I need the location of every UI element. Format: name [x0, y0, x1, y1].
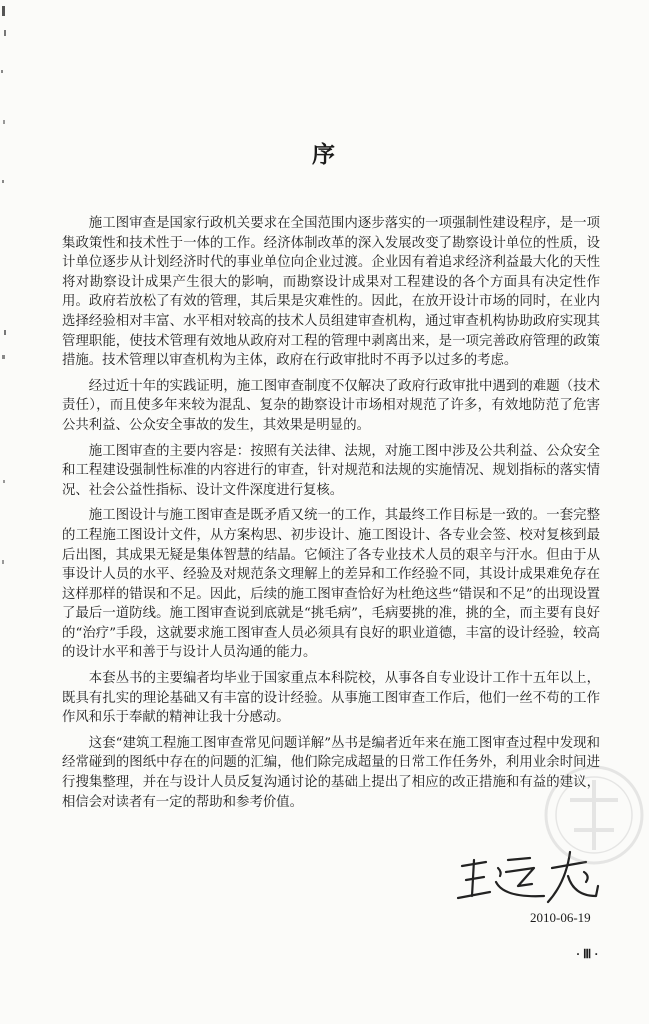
page-number: · Ⅲ · [576, 947, 599, 961]
paragraph: 经过近十年的实践证明，施工图审查制度不仅解决了政府行政审批中遇到的难题（技术责任），而且使多年来较为混乱、复杂的勘察设计市场相对规范了许多，有效地防范了危害公共利益、公众安全事故的发生，其效果是明显的。 [62, 378, 600, 433]
paragraph: 施工图审查的主要内容是：按照有关法律、法规，对施工图中涉及公共利益、公众安全和工程建设强制性标准的内容进行的审查，针对规范和法规的实施情况、规划指标的落实情况、社会公益性指标、设计文件深度进行复核。 [62, 443, 600, 498]
preface-body [62, 214, 600, 818]
paragraph: 这套“建筑工程施工图审查常见问题详解”丛书是编者近年来在施工图审查过程中发现和经常碰到的图纸中存在的问题的汇编，他们除完成超量的日常工作任务外，利用业余时间进行搜集整理，并在与设计人员反复沟通讨论的基础上提出了相应的改正措施和有益的建议，相信会对读者有一定的帮助和参考价值。 [62, 735, 600, 810]
page-title: 序 [312, 141, 337, 168]
paragraph: 施工图审查是国家行政机关要求在全国范围内逐步落实的一项强制性建设程序，是一项集政策性和技术性于一体的工作。经济体制改革的深入发展改变了勘察设计单位的性质，设计单位逐步从计划经济时代的事业单位向企业过渡。企业因有着追求经济利益最大化的天性将对勘察设计成果产生很大的影响，而勘察设计成果对工程建设的各个方面具有决定性作用。政府若放松了有效的管理，其后果是灾难性的。因此，在放开设计市场的同时，在业内选择经验相对丰富、水平相对较高的技术人员组建审查机构，通过审查机构协助政府实现其管理职能，使技术管理有效地从政府对工程的管理中剥离出来，是一项完善政府管理的政策措施。技术管理以审查机构为主体，政府在行政审批时不再予以过多的考虑。 [62, 216, 600, 369]
watermark-seal [540, 740, 648, 890]
paragraph: 施工图设计与施工图审查是既矛盾又统一的工作，其最终工作目标是一致的。一套完整的工程施工图设计文件，从方案构思、初步设计、施工图设计、各专业会签、校对复核到最后出图，其成果无疑是集体智慧的结晶。它倾注了各专业技术人员的艰辛与汗水。但由于从事设计人员的水平、经验及对规范条文理解上的差异和工作经验不同，其设计成果难免存在这样那样的错误和不足。因此，后续的施工图审查恰好为杜绝这些“错误和不足”的出现设置了最后一道防线。施工图审查说到底就是“挑毛病”，毛病要挑的准，挑的全，而主要有良好的“治疗”手段，这就要求施工图审查人员必须具有良好的职业道德，丰富的设计经验，较高的设计水平和善于与设计人员沟通的能力。 [62, 508, 600, 661]
date: 2010-06-19 [530, 910, 591, 925]
scan-edge-speckle [0, 0, 14, 620]
paragraph: 本套丛书的主要编者均毕业于国家重点本科院校，从事各自专业设计工作十五年以上，既具有扎实的理论基础又有丰富的设计经验。从事施工图审查工作后，他们一丝不苟的工作作风和乐于奉献的精神让我十分感动。 [62, 671, 600, 726]
